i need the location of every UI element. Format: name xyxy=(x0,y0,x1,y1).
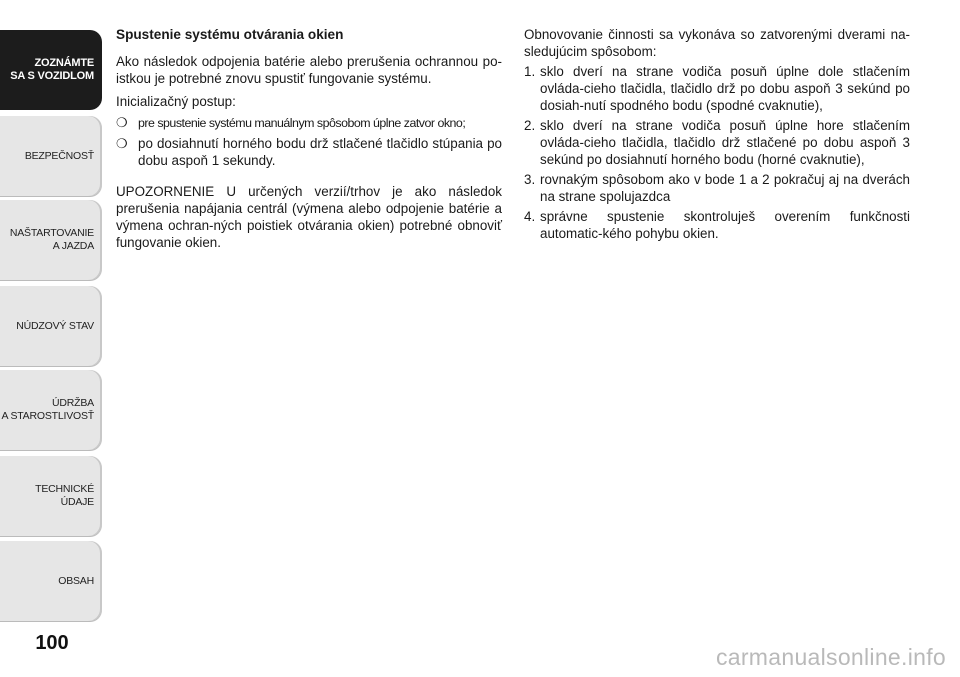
step-text: sklo dverí na strane vodiča posuň úplne dole stlačením ovláda-cieho tlačidla, tlačidlo drž po dobu aspoň 3 sekúnd po dosiah-nutí spodného bodu (spodné cvaknutie), xyxy=(540,64,910,113)
tab-label-line: ZOZNÁMTE xyxy=(34,57,94,69)
list-item xyxy=(116,135,502,169)
list-item xyxy=(524,63,910,114)
step-number: 4. xyxy=(524,209,536,224)
tab-zoznamte-sa-s-vozidlom[interactable] xyxy=(0,30,102,110)
list-item xyxy=(524,171,910,205)
step-number: 2. xyxy=(524,118,536,133)
tab-label-line: NAŠTARTOVANIE xyxy=(9,227,94,239)
chapter-sidebar xyxy=(0,0,104,677)
tab-label-line: BEZPEČNOSŤ xyxy=(24,149,94,162)
tab-label-line: TECHNICKÉ xyxy=(35,483,94,495)
page-number: 100 xyxy=(35,632,69,654)
tab-obsah[interactable] xyxy=(0,541,102,621)
warning-paragraph: UPOZORNENIE U určených verzií/trhov je ako následok prerušenia napájania centrál (výmena alebo odpojenie batérie a výmena ochran-ných poistiek otvárania okien) potrebné obnoviť fungovanie okien. xyxy=(116,184,502,250)
tab-label-line: A STAROSTLIVOSŤ xyxy=(1,410,94,422)
step-text: sklo dverí na strane vodiča posuň úplne hore stlačením ovláda-cieho tlačidla, tlačidlo drž stlačené po dobu aspoň 3 sekúnd po dosiahnutí horného bodu (horné cvaknutie), xyxy=(540,118,910,167)
right-column xyxy=(524,26,910,245)
left-column xyxy=(116,26,502,251)
tab-technicke-udaje[interactable] xyxy=(0,456,102,536)
restore-intro: Obnovovanie činnosti sa vykonáva so zatvorenými dverami na-sledujúcim spôsobom: xyxy=(524,27,910,59)
intro-paragraph: Ako následok odpojenia batérie alebo prerušenia ochrannou po-istkou je potrebné znovu spustiť fungovanie systému. xyxy=(116,54,502,86)
circle-bullet-icon: ❍ xyxy=(116,115,128,130)
circle-bullet-icon: ❍ xyxy=(116,136,128,151)
init-steps-list xyxy=(116,114,502,169)
tab-label-line: OBSAH xyxy=(58,574,94,587)
tab-label-line: SA S VOZIDLOM xyxy=(10,70,94,82)
tab-nastartovanie-a-jazda[interactable] xyxy=(0,200,102,280)
list-item xyxy=(116,114,502,132)
bullet-text: pre spustenie systému manuálnym spôsobom úplne zatvor okno; xyxy=(138,116,466,130)
tab-udrzba-a-starostlivost[interactable] xyxy=(0,370,102,450)
step-number: 3. xyxy=(524,172,536,187)
step-number: 1. xyxy=(524,64,536,79)
init-label: Inicializačný postup: xyxy=(116,94,236,109)
step-text: správne spustenie skontroluješ overením funkčnosti automatic-kého pohybu okien. xyxy=(540,209,910,241)
tab-nudzovy-stav[interactable] xyxy=(0,286,102,366)
section-heading: Spustenie systému otvárania okien xyxy=(116,27,344,42)
tab-label-line: NÚDZOVÝ STAV xyxy=(16,319,94,332)
tab-label-line: ÚDAJE xyxy=(60,496,94,508)
tab-label-line: A JAZDA xyxy=(52,240,94,252)
list-item xyxy=(524,117,910,168)
restore-steps-list xyxy=(524,63,910,242)
tab-label-line: ÚDRŽBA xyxy=(52,397,94,409)
tab-bezpecnost[interactable] xyxy=(0,116,102,196)
site-watermark: carmanualsonline.info xyxy=(715,644,946,670)
list-item xyxy=(524,208,910,242)
bullet-text: po dosiahnutí horného bodu drž stlačené tlačidlo stúpania po dobu aspoň 1 sekundy. xyxy=(138,136,502,168)
step-text: rovnakým spôsobom ako v bode 1 a 2 pokračuj aj na dverách na strane spolujazdca xyxy=(540,172,910,204)
